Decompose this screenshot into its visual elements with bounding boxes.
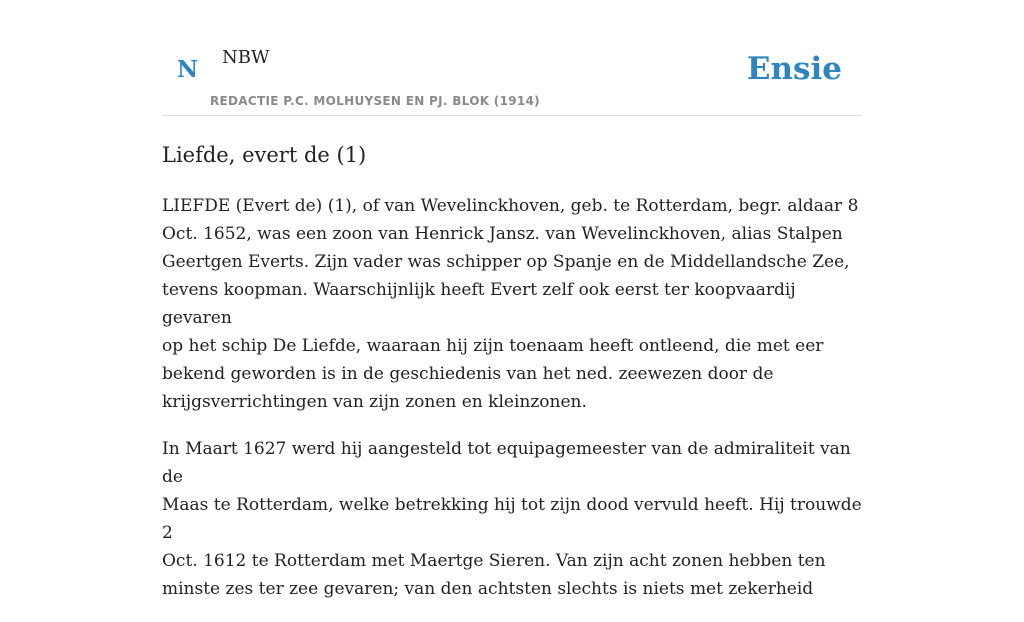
article: [162, 140, 862, 622]
site-header: [162, 0, 862, 116]
article-body: [162, 192, 862, 603]
article-paragraph: In Maart 1627 werd hij aangesteld tot equipagemeester van de admiraliteit van de Maas te Rotterdam, welke betrekking hij tot zijn dood vervuld heeft. Hij trouwde 2 Oct. 1612 te Rotterdam met Maertge Sieren. Van zijn acht zonen hebben ten minste zes ter zee gevaren; van den achtsten slechts is niets met zekerheid: [162, 439, 862, 599]
source-name[interactable]: NBW: [222, 47, 270, 68]
ensie-logo[interactable]: Ensie: [746, 51, 842, 87]
article-title: Liefde, evert de (1): [162, 143, 367, 167]
article-paragraph: LIEFDE (Evert de) (1), of van Wevelinckhoven, geb. te Rotterdam, begr. aldaar 8 Oct. 1652, was een zoon van Henrick Jansz. van Wevelinckhoven, alias Stalpen Geertgen Everts. Zijn vader was schipper op Spanje en de Middellandsche Zee, tevens koopman. Waarschijnlijk heeft Evert zelf ook eerst ter koopvaardij gevaren op het schip De Liefde, waaraan hij zijn toenaam heeft ontleend, die met eer bekend geworden is in de geschiedenis van het ned. zeewezen door de krijgsverrichtingen van zijn zonen en kleinzonen.: [162, 196, 859, 412]
source-logo[interactable]: N: [177, 56, 199, 83]
source-credit: REDACTIE P.C. MOLHUYSEN EN PJ. BLOK (1914): [210, 94, 540, 108]
